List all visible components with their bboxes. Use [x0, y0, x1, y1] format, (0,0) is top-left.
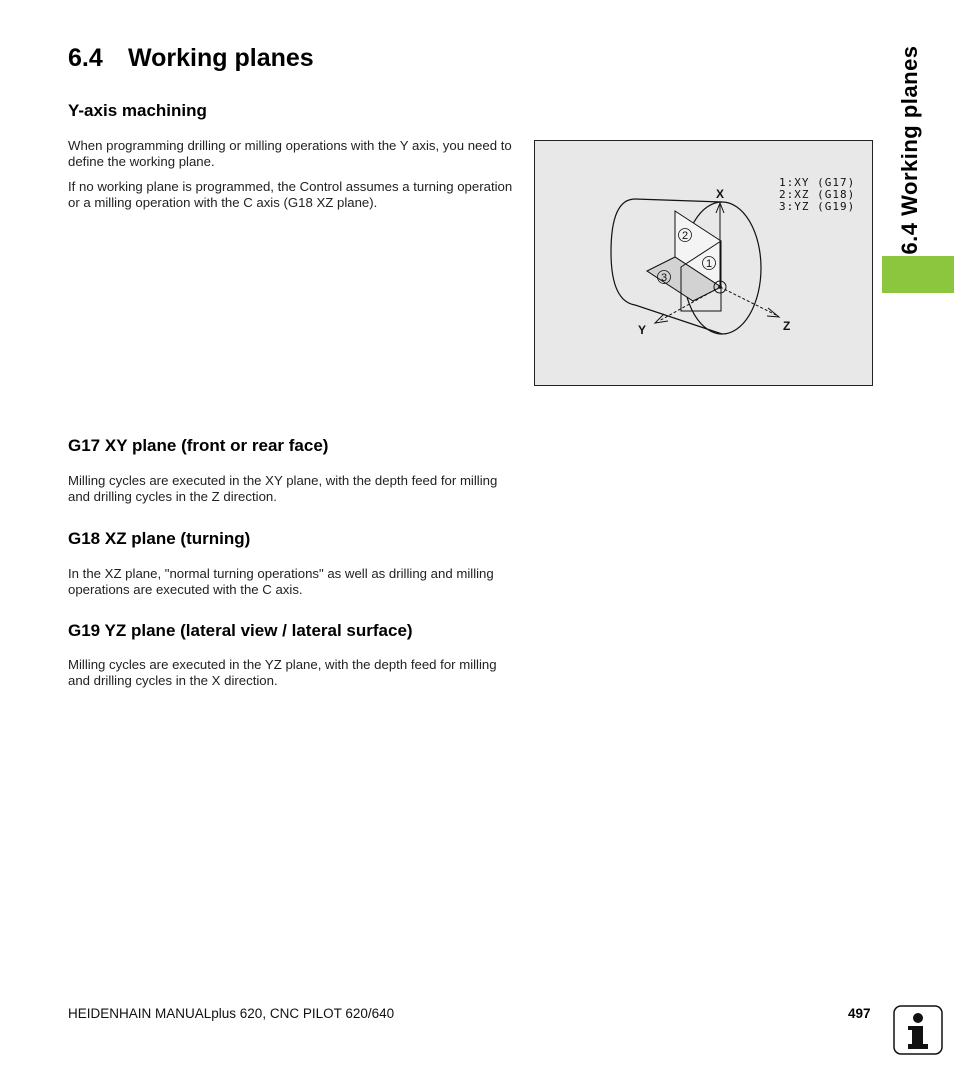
- axis-label-x: X: [716, 187, 725, 201]
- section-title: Working planes: [128, 44, 314, 72]
- paragraph-y-axis-2: If no working plane is programmed, the Control assumes a turning operation or a milling operation with the C axis (G18 XZ plane).: [68, 179, 513, 210]
- page-title: [68, 44, 314, 73]
- info-icon: [893, 1005, 943, 1055]
- legend-line-1: 1:XY (G17): [779, 176, 856, 189]
- axis-label-y: Y: [638, 323, 647, 337]
- origin-dot: [718, 285, 722, 289]
- footer-product: HEIDENHAIN MANUALplus 620, CNC PILOT 620/640: [68, 1006, 395, 1021]
- side-tab-label: 6.4 Working planes: [897, 45, 922, 255]
- cylinder-bottom-edge: [635, 305, 722, 334]
- heading-g19: G19 YZ plane (lateral view / lateral surface): [68, 621, 413, 640]
- cylinder-back-edge: [611, 199, 635, 305]
- page-number: 497: [848, 1006, 871, 1021]
- working-planes-figure: [534, 140, 873, 386]
- heading-g18: G18 XZ plane (turning): [68, 529, 251, 548]
- paragraph-y-axis-1: When programming drilling or milling operations with the Y axis, you need to define the working plane.: [68, 138, 512, 169]
- legend-line-3: 3:YZ (G19): [779, 200, 856, 213]
- side-tab: [893, 10, 927, 290]
- marker-1: 1: [705, 258, 713, 270]
- z-axis-arrow: [767, 308, 779, 317]
- z-axis-line: [720, 287, 776, 315]
- paragraph-g17: Milling cycles are executed in the XY plane, with the depth feed for milling and drilling cycles in the Z direction.: [68, 473, 498, 504]
- marker-3: 3: [660, 272, 668, 284]
- paragraph-g18: In the XZ plane, "normal turning operations" as well as drilling and milling operations are executed with the C axis.: [68, 566, 494, 597]
- paragraph-g19: Milling cycles are executed in the YZ plane, with the depth feed for milling and drilling cycles in the X direction.: [68, 657, 497, 688]
- axis-label-z: Z: [783, 319, 791, 333]
- legend-line-2: 2:XZ (G18): [779, 188, 856, 201]
- section-number: 6.4: [68, 44, 103, 72]
- cylinder-top-edge: [635, 199, 722, 202]
- marker-2: 2: [681, 230, 689, 242]
- cylinder-diagram: [535, 141, 872, 385]
- heading-y-axis-machining: Y-axis machining: [68, 101, 207, 120]
- heading-g17: G17 XY plane (front or rear face): [68, 436, 329, 455]
